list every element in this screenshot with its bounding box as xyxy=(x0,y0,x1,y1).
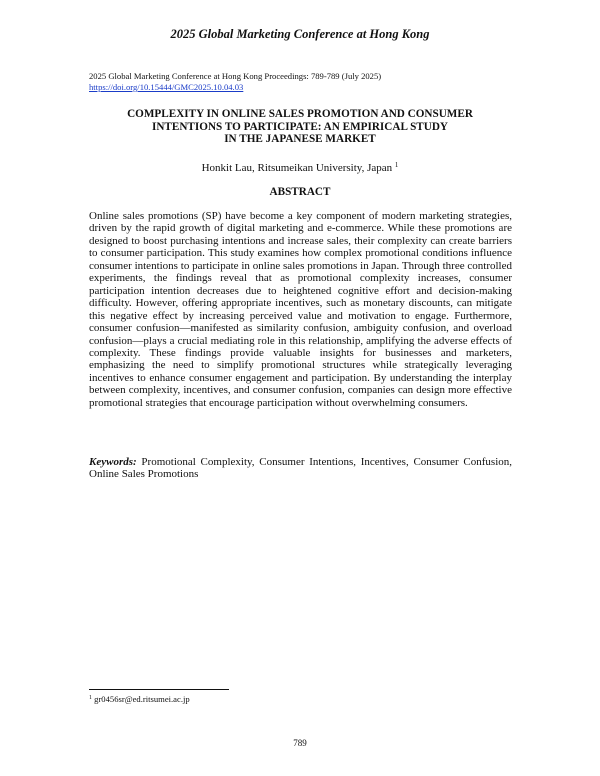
doi-link[interactable]: https://doi.org/10.15444/GMC2025.10.04.03 xyxy=(89,82,244,92)
title-line-1: COMPLEXITY IN ONLINE SALES PROMOTION AND CONSUMER xyxy=(127,108,473,120)
abstract-body: Online sales promotions (SP) have become a key component of modern marketing strategies, driven by the rapid growth of digital marketing and e-commerce. While these promotions are designed to boost purchasing intentions and increase sales, their complexity can create barriers to consumer participation. This study examines how complex promotional conditions influence consumer intentions to participate in online sales promotions in Japan. Through three controlled experiments, the findings reveal that as promotional complexity increases, consumer participation intention decreases due to heightened cognitive effort and decision-making difficulty. However, offering appropriate incentives, such as monetary discounts, can mitigate this negative effect by increasing perceived value and motivation to engage. Furthermore, consumer confusion—manifested as similarity confusion, ambiguity confusion, and overload confusion—plays a crucial mediating role in this relationship, amplifying the adverse effects of complexity. These findings provide valuable insights for businesses and marketers, emphasizing the need to simplify promotional structures while strategically leveraging incentives to enhance consumer engagement and participation. By understanding the interplay between complexity, incentives, and consumer confusion, companies can design more effective promotional strategies that encourage participation without overwhelming consumers. xyxy=(89,210,512,409)
abstract-heading: ABSTRACT xyxy=(269,186,331,198)
footnote xyxy=(89,694,190,704)
footnote-mark: 1 xyxy=(89,695,92,701)
keywords-label: Keywords: xyxy=(89,456,137,468)
running-header: 2025 Global Marketing Conference at Hong Kong xyxy=(170,27,430,41)
proceedings-citation: 2025 Global Marketing Conference at Hong Kong Proceedings: 789-789 (July 2025) xyxy=(89,71,382,81)
title-line-3: IN THE JAPANESE MARKET xyxy=(224,133,376,146)
title-line-2: INTENTIONS TO PARTICIPATE: AN EMPIRICAL STUDY xyxy=(151,120,449,133)
author-line xyxy=(0,161,600,174)
author-affiliation: Honkit Lau, Ritsumeikan University, Japan xyxy=(201,162,393,174)
footnote-divider xyxy=(89,689,229,690)
keywords xyxy=(89,456,512,481)
page-number: 789 xyxy=(293,738,307,748)
paper-title xyxy=(60,108,540,146)
proceedings-citation-block xyxy=(89,71,381,93)
author-footnote-mark: 1 xyxy=(394,161,399,169)
footnote-email: gr0456sr@ed.ritsumei.ac.jp xyxy=(92,694,190,704)
keywords-text: Promotional Complexity, Consumer Intentions, Incentives, Consumer Confusion, Online Sales Promotions xyxy=(89,456,512,481)
